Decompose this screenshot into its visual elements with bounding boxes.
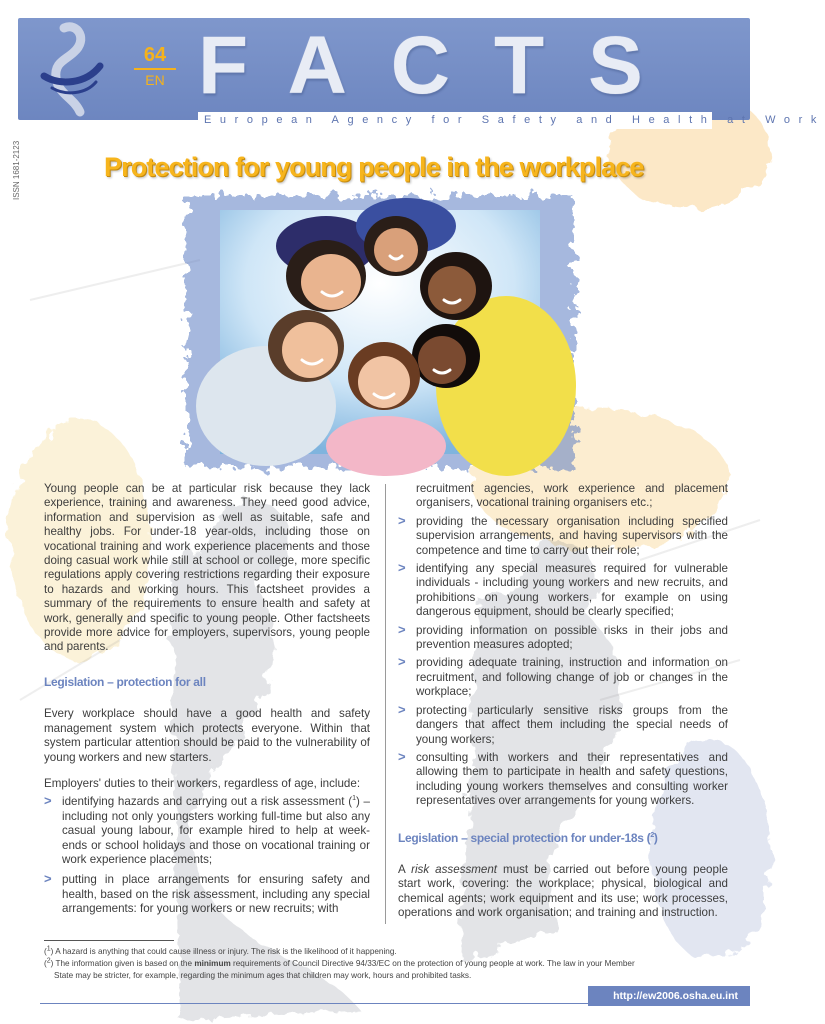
footnotes <box>44 946 734 981</box>
duties-list-continued <box>398 512 728 809</box>
website-link[interactable]: http://ew2006.osha.eu.int <box>588 986 750 1006</box>
chevron-right-icon: > <box>44 793 52 809</box>
footnote-separator <box>44 940 174 941</box>
chevron-right-icon: > <box>398 621 406 637</box>
agency-name: European Agency for Safety and Health at Work <box>198 112 712 129</box>
footnote-1: ($^1$) A hazard is anything that could cause illness or injury. The risk is the likelihood of it happening. <box>44 945 397 956</box>
agency-logo-icon <box>30 22 110 122</box>
chevron-right-icon: > <box>398 654 406 670</box>
list-item: > providing information on possible risks in their jobs and prevention measures adopted; <box>398 621 728 652</box>
list-item: > identifying hazards and carrying out a risk assessment ($^1$) – including not only youngsters working full-time but also any casual young labour, for example hired to help at week-ends or school holidays and those on vocational training or work experience placements; <box>44 793 370 866</box>
list-item: > protecting particularly sensitive risks groups from the dangers that affect them including the special needs of young workers; <box>398 701 728 746</box>
duties-list <box>44 795 370 916</box>
issue-box <box>134 44 176 90</box>
section-heading-under-18s: Legislation – special protection for under-18s ($^2$) <box>398 830 658 845</box>
list-item: > identifying any special measures required for vulnerable individuals - including young workers and new recruits, and prohibitions on young workers, for example on using dangerous equipment, should be clearly specified; <box>398 560 728 619</box>
chevron-right-icon: > <box>398 512 406 528</box>
intro-paragraph: Young people can be at particular risk because they lack experience, training and awareness. They need good advice, information and supervision as well as suitable, safe and healthy jobs. For under-18 year-olds, including those on vocational training and work experience placements and those doing casual work while still at school or college, more specific regulations apply covering restrictions regarding their exposure to hazards and working hours. This factsheet provides a summary of the requirements to ensure health and safety at work, generally and specific to young people. Other factsheets provide more advice for employers, supervisors, young people and parents. <box>44 482 370 654</box>
section2-paragraph: A risk assessment must be carried out before young people start work, covering: the workplace; physical, biological and chemical agents; work equipment and its use; work processes, operations and work organisation; and training and instruction. <box>398 862 728 920</box>
group-of-young-people-photo <box>206 206 554 458</box>
list-item: > putting in place arrangements for ensuring safety and health, based on the risk assessment, including any special arrangements: for young workers or new recruits; with <box>44 871 370 916</box>
list-item: > providing adequate training, instruction and information on recruitment, and following change of job or changes in the workplace; <box>398 654 728 699</box>
language-code: EN <box>145 72 165 88</box>
column-divider <box>385 484 386 924</box>
list-item: > consulting with workers and their representatives and allowing them to participate in health and safety questions, including young workers themselves and consulting worker representatives over arrangements for young workers. <box>398 748 728 808</box>
chevron-right-icon: > <box>398 701 406 717</box>
footnote-2-continued: State may be stricter, for example, regarding the minimum ages that children may work, hours and prohibited tasks. <box>54 971 472 980</box>
chevron-right-icon: > <box>398 748 406 764</box>
employers-duties-intro: Employers' duties to their workers, regardless of age, include: <box>44 776 361 790</box>
footnote-2: ($^2$) The information given is based on the minimum requirements of Council Directive 94/33/EC on the protection of young people at work. The law in your Member <box>44 957 635 968</box>
issue-number: 64 <box>134 44 176 70</box>
left-column <box>44 482 370 917</box>
right-column <box>398 482 728 921</box>
section1-paragraph: Every workplace should have a good health and safety management system which protects everyone. Within that system particular attention should be paid to the vulnerability of young workers and new starters. <box>44 707 370 764</box>
chevron-right-icon: > <box>44 871 52 887</box>
section-heading-protection-for-all: Legislation – protection for all <box>44 674 206 689</box>
series-title: FACTS <box>198 20 687 111</box>
list-item-continued: recruitment agencies, work experience and placement organisers, vocational training organisers etc.; <box>416 482 728 510</box>
chevron-right-icon: > <box>398 560 406 576</box>
page-title: Protection for young people in the workplace <box>104 152 644 182</box>
issn-code: ISSN 1681-2123 <box>12 140 21 200</box>
list-item: > providing the necessary organisation including specified supervision arrangements, and having supervisors with the competence and time to carry out their role; <box>398 512 728 557</box>
